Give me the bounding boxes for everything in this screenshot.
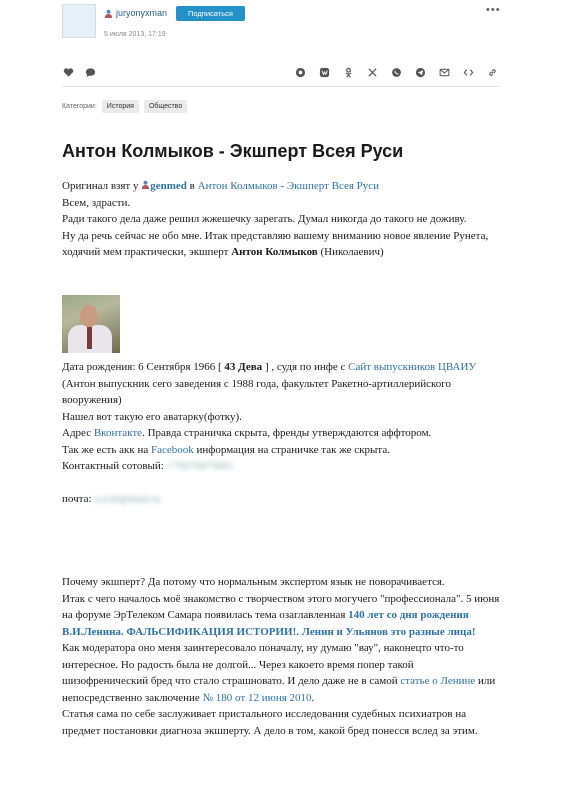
lenin-article-link[interactable]: статье о Ленине xyxy=(400,675,476,687)
more-menu-icon[interactable]: ••• xyxy=(486,4,501,16)
comment-icon[interactable] xyxy=(84,66,96,78)
text: или непосредственно заключение xyxy=(62,675,496,704)
post-body-2 xyxy=(62,359,502,475)
text: Так же есть акк на xyxy=(62,443,149,456)
x-icon[interactable] xyxy=(366,66,378,78)
author-username: juryonyxman xyxy=(116,8,168,18)
paragraph xyxy=(62,425,502,442)
text: (Антон выпускник сего заведения с 1988 года, факультет Ракетно-артиллерийского вооружения) xyxy=(62,377,452,406)
heart-icon[interactable] xyxy=(62,66,74,78)
text: Оригинал взят у xyxy=(62,180,139,192)
phone-label: Контактный сотовый: xyxy=(62,460,164,472)
text: . xyxy=(311,691,315,704)
conclusion-link[interactable]: № 180 от 12 июня 2010 xyxy=(202,691,312,704)
paragraph xyxy=(62,228,502,261)
vkontakte-link[interactable]: Вконтакте xyxy=(93,427,143,439)
categories xyxy=(62,100,187,113)
post-body xyxy=(62,178,502,261)
embed-icon[interactable] xyxy=(462,66,474,78)
action-bar xyxy=(62,66,500,80)
text: информация на страничке так же скрыта. xyxy=(196,443,390,456)
person-photo xyxy=(62,295,120,353)
text: Дата рождения: 6 Сентября 1966 [ xyxy=(62,361,222,373)
graduates-site-link[interactable]: Сайт выпускников ЦВАИУ xyxy=(348,361,477,373)
subscribe-button[interactable]: Подписаться xyxy=(176,6,245,21)
post-date: 5 июля 2013, 17:19 xyxy=(104,31,166,38)
user-icon xyxy=(141,178,150,187)
paragraph: Нашел вот такую его аватарку(фотку). xyxy=(62,410,242,423)
paragraph xyxy=(62,458,502,475)
link-icon[interactable] xyxy=(486,66,498,78)
telegram-icon[interactable] xyxy=(414,66,426,78)
paragraph: Ради такого дела даже решил жжешечку зарегать. Думал никогда до такого не доживу. xyxy=(62,213,467,225)
post-title: Антон Колмыков - Экшперт Всея Руси xyxy=(62,141,404,161)
text: . Правда страничка скрыта, френды утверждаются аффтором. xyxy=(142,427,432,439)
paragraph: Почему экшперт? Да потому что нормальным экспертом язык не поворачивается. xyxy=(62,576,445,588)
author-avatar[interactable] xyxy=(62,4,96,38)
text: Итак с чего началось моё знакомство с творчеством этого могучего "профессионала". 5 июня на форуме ЭрТелеком Самара появилась тема озаглавленная xyxy=(62,592,500,621)
text-bold: Антон Колмыков xyxy=(231,246,318,258)
email-line xyxy=(62,491,502,508)
text-bold: 43 Дева xyxy=(224,361,263,373)
text: ] , судя по инфе с xyxy=(264,361,346,373)
paragraph xyxy=(62,442,502,459)
paragraph xyxy=(62,591,502,641)
ok-icon[interactable] xyxy=(294,66,306,78)
categories-label: Категории: xyxy=(62,103,97,110)
forum-topic-link[interactable]: 140 лет со дня рождения В.И.Ленина. ФАЛЬСИФИКАЦИЯ ИСТОРИИ!. Ленин и Ульянов это разные лица! xyxy=(62,609,476,638)
vk-icon[interactable] xyxy=(318,66,330,78)
category-tag[interactable]: Общество xyxy=(144,100,187,113)
category-tag[interactable]: История xyxy=(102,100,139,113)
original-line xyxy=(62,178,502,195)
paragraph: Статья сама по себе заслуживает пристального исследования судебных психиатров на предмет постановки диагноза экшперту. А дело в том, какой бред понесся вслед за этим. xyxy=(62,708,478,737)
paragraph xyxy=(62,359,502,409)
whatsapp-icon[interactable] xyxy=(390,66,402,78)
text: Адрес xyxy=(62,427,92,439)
original-post-link[interactable]: Антон Колмыков - Экшперт Всея Руси xyxy=(197,180,380,192)
facebook-link[interactable]: Facebook xyxy=(150,443,194,456)
text: Как модератора оно меня заинтересовало поначалу, ну думаю "вау", наконецто что-то интересное. Но радость была не долгой... Через какоето время попер такой шизофренический бред что стало страшновато. И дело даже не в самой xyxy=(62,642,464,687)
phone-value: +79270475661 xyxy=(166,460,234,472)
divider xyxy=(62,86,500,87)
mail-value[interactable]: a.n.kl@mail.ru xyxy=(94,493,161,505)
text: (Николаевич) xyxy=(320,246,384,258)
original-author-link[interactable]: genmed xyxy=(150,180,187,192)
text: Ну да речь сейчас не обо мне. Итак представляю вашему вниманию новое явление Рунета, ходячий мем практически, экшперт xyxy=(62,229,489,258)
author-link[interactable] xyxy=(104,8,167,18)
mail-label: почта: xyxy=(62,493,92,505)
odnoklassniki-icon[interactable] xyxy=(342,66,354,78)
post-body-3 xyxy=(62,574,502,739)
email-icon[interactable] xyxy=(438,66,450,78)
paragraph xyxy=(62,640,502,706)
user-icon xyxy=(104,9,113,18)
text: в xyxy=(189,180,195,192)
paragraph: Всем, здрасти. xyxy=(62,196,131,209)
